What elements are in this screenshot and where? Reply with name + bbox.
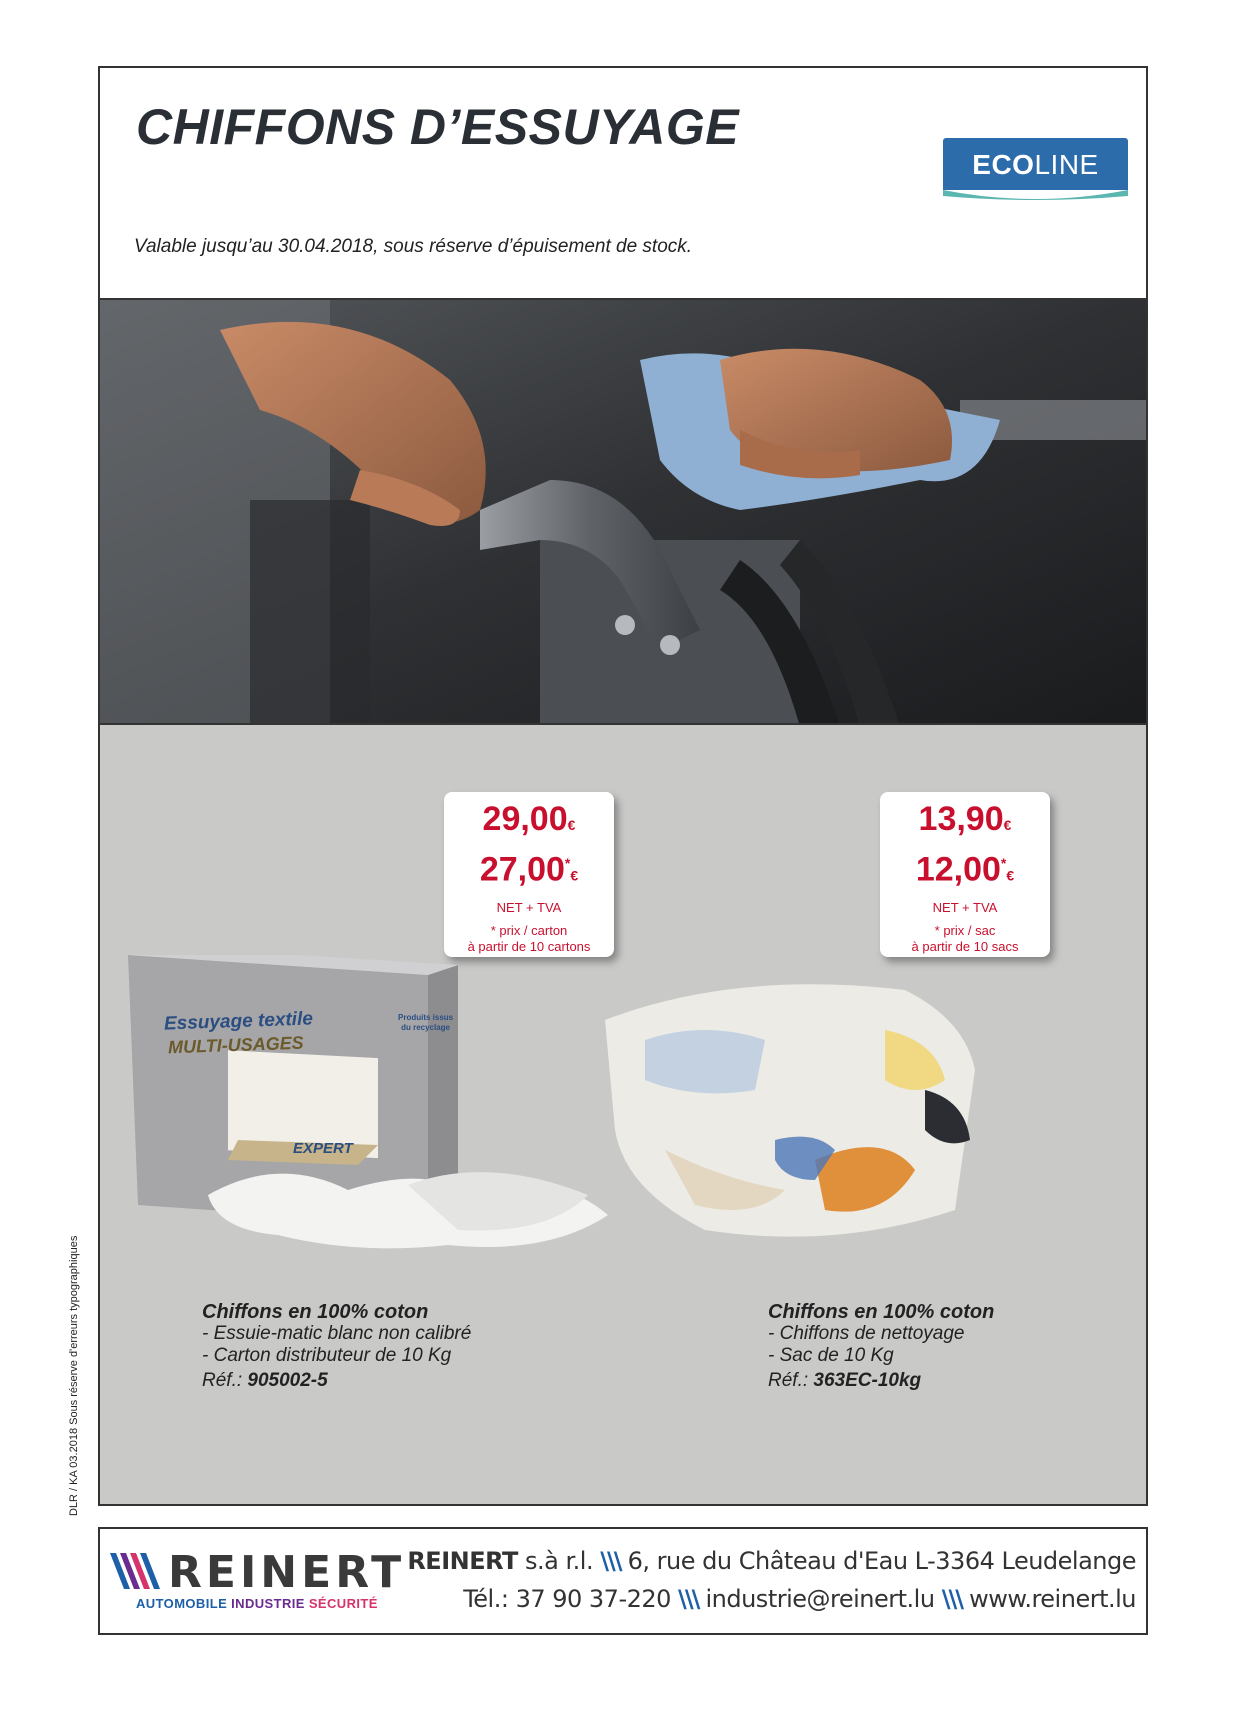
reinert-logo: [110, 1549, 410, 1597]
footer-website[interactable]: www.reinert.lu: [969, 1585, 1136, 1613]
ecoline-wave-icon: [943, 138, 1128, 206]
price-regular: 29,00: [482, 800, 568, 838]
price-box-carton: 29,00€ 27,00*€ NET + TVA * prix / carton à partir de 10 cartons: [444, 792, 614, 957]
footer-address: REINERT s.à r.l. \\\ 6, rue du Château d'Eau L-3364 Leudelange: [407, 1547, 1136, 1575]
tax-note: NET + TVA: [496, 900, 562, 916]
price-bulk: 12,00: [915, 850, 1001, 889]
product-image-sac: [585, 950, 985, 1280]
product-heading: Chiffons en 100% coton: [202, 1301, 429, 1323]
logo-tagline: AUTOMOBILE INDUSTRIE SÉCURITÉ: [136, 1596, 378, 1611]
product-panel: [100, 725, 1146, 1504]
tax-note: NET + TVA: [932, 900, 998, 916]
footer-phone: Tél.: 37 90 37-220: [463, 1585, 671, 1613]
box-side-note: Produits issus du recyclage: [398, 1013, 454, 1032]
product-image-carton: [128, 955, 608, 1275]
product-reference: 363EC-10kg: [813, 1370, 922, 1391]
box-label: Essuyage textile: [163, 1008, 314, 1035]
product-description-carton: Chiffons en 100% coton - Essuie-matic blanc non calibré - Carton distributeur de 10 Kg Réf.: 905002-5: [202, 1301, 472, 1391]
price-regular: 13,90: [918, 800, 1004, 838]
product-reference: 905002-5: [247, 1370, 328, 1391]
box-brand: EXPERT: [293, 1140, 353, 1157]
footer: [98, 1527, 1148, 1635]
side-code: DLR / KA 03.2018 Sous réserve d'erreurs typographiques: [68, 1235, 80, 1516]
product-heading: Chiffons en 100% coton: [768, 1301, 995, 1323]
page-title: CHIFFONS D’ESSUYAGE: [136, 99, 740, 155]
box-label-sub: MULTI-USAGES: [167, 1032, 304, 1058]
price-box-sac: 13,90€ 12,00*€ NET + TVA * prix / sac à partir de 10 sacs: [880, 792, 1050, 957]
price-bulk: 27,00: [479, 850, 565, 889]
footer-email[interactable]: industrie@reinert.lu: [705, 1585, 935, 1613]
validity-note: Valable jusqu’au 30.04.2018, sous réserve d’épuisement de stock.: [134, 236, 693, 257]
hero-photo-mechanic: [100, 298, 1146, 725]
product-description-sac: Chiffons en 100% coton - Chiffons de nettoyage - Sac de 10 Kg Réf.: 363EC-10kg: [768, 1301, 995, 1391]
footer-contact: Tél.: 37 90 37-220 \\\ industrie@reinert.lu \\\ www.reinert.lu: [463, 1585, 1136, 1613]
reinert-logo-text: REINERT: [168, 1547, 406, 1598]
ecoline-logo: ECOLINE: [943, 138, 1128, 206]
flyer-frame: [98, 66, 1148, 1506]
